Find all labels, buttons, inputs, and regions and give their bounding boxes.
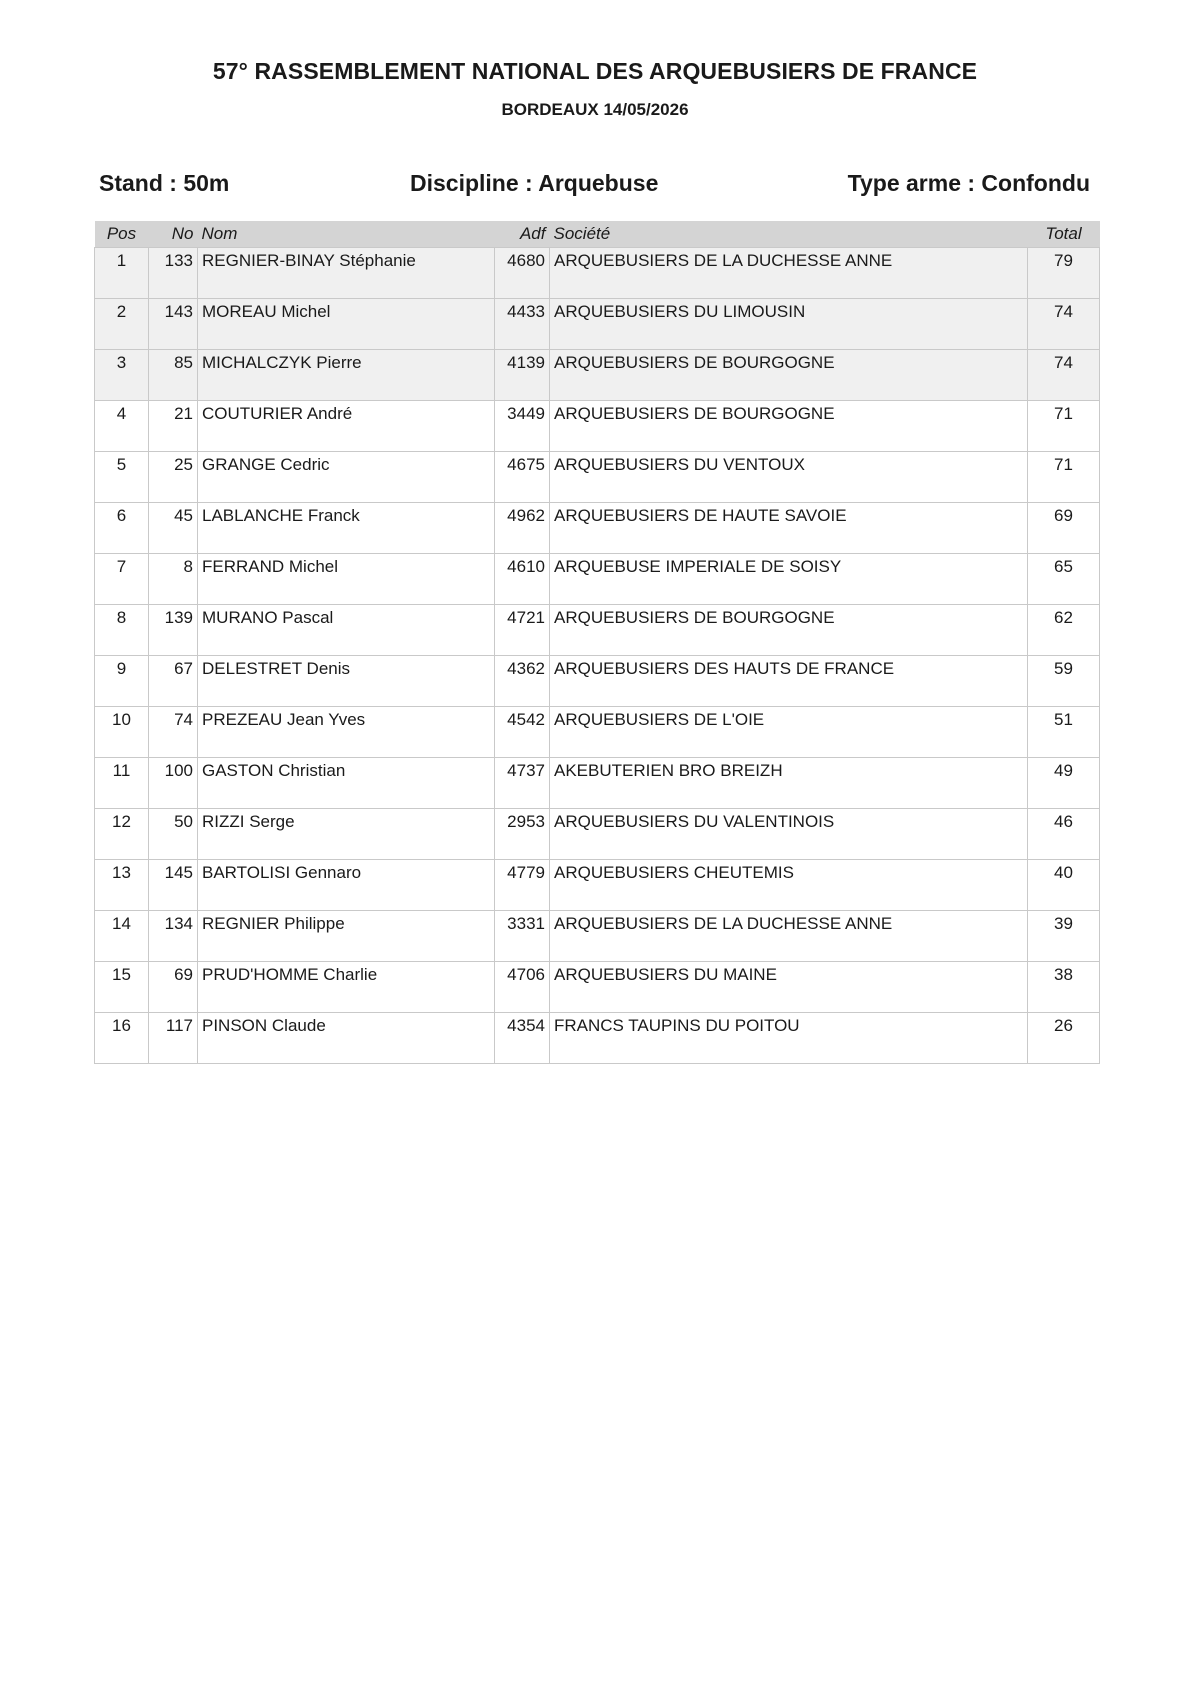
- table-row: [95, 401, 1100, 452]
- cell-no: 69: [149, 962, 198, 1013]
- cell-pos: 3: [95, 350, 149, 401]
- results-table-body: [95, 248, 1100, 1064]
- cell-nom: MOREAU Michel: [198, 299, 495, 350]
- cell-nom: PREZEAU Jean Yves: [198, 707, 495, 758]
- cell-total: 49: [1028, 758, 1100, 809]
- cell-pos: 16: [95, 1013, 149, 1064]
- cell-total: 74: [1028, 350, 1100, 401]
- discipline-label: Discipline : Arquebuse: [410, 170, 659, 196]
- cell-nom: MURANO Pascal: [198, 605, 495, 656]
- table-row: [95, 962, 1100, 1013]
- cell-pos: 15: [95, 962, 149, 1013]
- cell-no: 67: [149, 656, 198, 707]
- cell-total: 59: [1028, 656, 1100, 707]
- type-arme-label: Type arme : Confondu: [847, 170, 1090, 196]
- cell-nom: COUTURIER André: [198, 401, 495, 452]
- cell-no: 139: [149, 605, 198, 656]
- table-row: [95, 758, 1100, 809]
- cell-nom: PRUD'HOMME Charlie: [198, 962, 495, 1013]
- cell-total: 71: [1028, 401, 1100, 452]
- table-row: [95, 452, 1100, 503]
- cell-total: 51: [1028, 707, 1100, 758]
- cell-pos: 5: [95, 452, 149, 503]
- cell-no: 134: [149, 911, 198, 962]
- cell-total: 38: [1028, 962, 1100, 1013]
- cell-adf: 4362: [495, 656, 550, 707]
- cell-societe: ARQUEBUSIERS DE BOURGOGNE: [550, 401, 1028, 452]
- cell-societe: ARQUEBUSIERS DE BOURGOGNE: [550, 350, 1028, 401]
- cell-societe: ARQUEBUSIERS DU VALENTINOIS: [550, 809, 1028, 860]
- cell-pos: 11: [95, 758, 149, 809]
- header-row: [95, 221, 1100, 248]
- cell-societe: ARQUEBUSIERS DE HAUTE SAVOIE: [550, 503, 1028, 554]
- table-row: [95, 503, 1100, 554]
- cell-no: 145: [149, 860, 198, 911]
- cell-adf: 4962: [495, 503, 550, 554]
- cell-adf: 4680: [495, 248, 550, 299]
- cell-pos: 4: [95, 401, 149, 452]
- column-header-adf: Adf: [495, 221, 550, 248]
- cell-adf: 4675: [495, 452, 550, 503]
- cell-total: 26: [1028, 1013, 1100, 1064]
- cell-nom: LABLANCHE Franck: [198, 503, 495, 554]
- cell-adf: 4610: [495, 554, 550, 605]
- cell-pos: 12: [95, 809, 149, 860]
- table-row: [95, 656, 1100, 707]
- cell-societe: ARQUEBUSIERS DU VENTOUX: [550, 452, 1028, 503]
- cell-pos: 14: [95, 911, 149, 962]
- cell-pos: 9: [95, 656, 149, 707]
- cell-total: 79: [1028, 248, 1100, 299]
- table-row: [95, 248, 1100, 299]
- cell-adf: 3331: [495, 911, 550, 962]
- cell-pos: 13: [95, 860, 149, 911]
- cell-nom: PINSON Claude: [198, 1013, 495, 1064]
- cell-adf: 4542: [495, 707, 550, 758]
- cell-societe: ARQUEBUSIERS DU LIMOUSIN: [550, 299, 1028, 350]
- cell-no: 133: [149, 248, 198, 299]
- column-header-no: No: [149, 221, 198, 248]
- cell-no: 21: [149, 401, 198, 452]
- table-row: [95, 299, 1100, 350]
- cell-adf: 4706: [495, 962, 550, 1013]
- table-row: [95, 605, 1100, 656]
- cell-no: 25: [149, 452, 198, 503]
- cell-no: 8: [149, 554, 198, 605]
- cell-no: 74: [149, 707, 198, 758]
- cell-pos: 2: [95, 299, 149, 350]
- cell-adf: 4354: [495, 1013, 550, 1064]
- cell-adf: 4721: [495, 605, 550, 656]
- cell-no: 45: [149, 503, 198, 554]
- cell-nom: GASTON Christian: [198, 758, 495, 809]
- cell-nom: GRANGE Cedric: [198, 452, 495, 503]
- document-subtitle: BORDEAUX 14/05/2026: [501, 100, 689, 119]
- cell-societe: ARQUEBUSIERS CHEUTEMIS: [550, 860, 1028, 911]
- cell-pos: 8: [95, 605, 149, 656]
- stand-label: Stand : 50m: [99, 170, 230, 196]
- table-row: [95, 1013, 1100, 1064]
- cell-total: 74: [1028, 299, 1100, 350]
- cell-pos: 7: [95, 554, 149, 605]
- cell-societe: ARQUEBUSIERS DE LA DUCHESSE ANNE: [550, 248, 1028, 299]
- cell-societe: ARQUEBUSIERS DES HAUTS DE FRANCE: [550, 656, 1028, 707]
- cell-societe: FRANCS TAUPINS DU POITOU: [550, 1013, 1028, 1064]
- cell-no: 143: [149, 299, 198, 350]
- cell-societe: ARQUEBUSIERS DE LA DUCHESSE ANNE: [550, 911, 1028, 962]
- cell-no: 50: [149, 809, 198, 860]
- cell-adf: 4779: [495, 860, 550, 911]
- cell-societe: AKEBUTERIEN BRO BREIZH: [550, 758, 1028, 809]
- column-header-total: Total: [1028, 221, 1100, 248]
- cell-nom: BARTOLISI Gennaro: [198, 860, 495, 911]
- cell-pos: 10: [95, 707, 149, 758]
- table-row: [95, 809, 1100, 860]
- cell-nom: DELESTRET Denis: [198, 656, 495, 707]
- table-row: [95, 911, 1100, 962]
- column-header-societe: Société: [550, 221, 1028, 248]
- cell-total: 69: [1028, 503, 1100, 554]
- results-table-header: [95, 221, 1100, 248]
- cell-nom: MICHALCZYK Pierre: [198, 350, 495, 401]
- cell-pos: 1: [95, 248, 149, 299]
- cell-nom: RIZZI Serge: [198, 809, 495, 860]
- table-row: [95, 350, 1100, 401]
- table-row: [95, 554, 1100, 605]
- cell-societe: ARQUEBUSIERS DE L'OIE: [550, 707, 1028, 758]
- cell-no: 100: [149, 758, 198, 809]
- cell-nom: REGNIER Philippe: [198, 911, 495, 962]
- cell-total: 46: [1028, 809, 1100, 860]
- document-title: 57° RASSEMBLEMENT NATIONAL DES ARQUEBUSIERS DE FRANCE: [212, 58, 978, 84]
- cell-adf: 3449: [495, 401, 550, 452]
- cell-nom: REGNIER-BINAY Stéphanie: [198, 248, 495, 299]
- column-header-pos: Pos: [95, 221, 149, 248]
- cell-total: 62: [1028, 605, 1100, 656]
- cell-societe: ARQUEBUSIERS DU MAINE: [550, 962, 1028, 1013]
- cell-adf: 4737: [495, 758, 550, 809]
- table-row: [95, 860, 1100, 911]
- cell-no: 85: [149, 350, 198, 401]
- cell-total: 65: [1028, 554, 1100, 605]
- cell-pos: 6: [95, 503, 149, 554]
- cell-total: 71: [1028, 452, 1100, 503]
- cell-total: 39: [1028, 911, 1100, 962]
- cell-societe: ARQUEBUSIERS DE BOURGOGNE: [550, 605, 1028, 656]
- cell-adf: 4139: [495, 350, 550, 401]
- cell-adf: 4433: [495, 299, 550, 350]
- column-header-nom: Nom: [198, 221, 495, 248]
- cell-total: 40: [1028, 860, 1100, 911]
- cell-no: 117: [149, 1013, 198, 1064]
- cell-adf: 2953: [495, 809, 550, 860]
- table-row: [95, 707, 1100, 758]
- cell-nom: FERRAND Michel: [198, 554, 495, 605]
- results-table: [94, 221, 1100, 1064]
- cell-societe: ARQUEBUSE IMPERIALE DE SOISY: [550, 554, 1028, 605]
